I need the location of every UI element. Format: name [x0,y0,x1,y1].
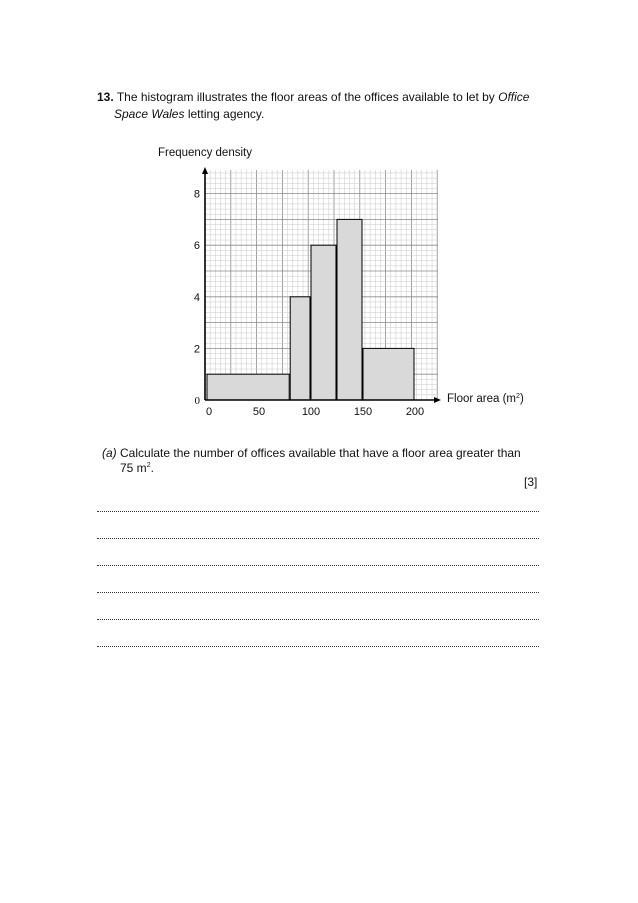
part-a-superscript: 2 [146,462,151,469]
x-axis-title [447,393,524,405]
part-a-text-line2: 75 m [120,461,147,475]
y-axis-arrow [202,167,208,174]
histogram-bar-1 [207,374,289,400]
answer-line[interactable] [97,538,539,539]
part-a-marks: [3] [524,475,538,489]
histogram-bar-3 [311,245,336,400]
answer-line[interactable] [97,646,539,647]
x-tick-label-50: 50 [252,406,266,418]
y-axis-title: Frequency density [158,147,252,159]
x-axis-title-text: Floor area (m [447,393,517,405]
company-name-part1: Office [498,90,530,104]
company-name-part2: Space Wales [114,107,185,121]
x-axis-title-superscript: 2 [516,393,520,400]
histogram-bar-2 [290,297,310,400]
x-tick-label-100: 100 [301,406,321,418]
y-tick-label-4: 4 [193,291,200,304]
histogram-chart [0,0,638,430]
part-a-label: (a) [102,446,117,460]
question-number: 13. [97,90,114,104]
answer-line[interactable] [97,592,539,593]
answer-line[interactable] [97,619,539,620]
histogram-bar-4 [337,219,362,400]
x-axis-title-suffix: ) [519,393,524,405]
y-tick-label-6: 6 [193,240,200,253]
part-a-text-line1: Calculate the number of offices available that have a floor area greater than [120,446,521,460]
histogram-bar-5 [363,348,414,400]
question-text: The histogram illustrates the floor areas of the offices available to let by [116,90,495,104]
y-tick-label-2: 2 [193,343,200,356]
y-tick-label-0: 0 [194,395,200,407]
question-text-end: letting agency. [187,107,265,121]
x-tick-label-150: 150 [353,406,373,418]
answer-line[interactable] [97,511,539,512]
part-a [102,446,542,476]
answer-line[interactable] [97,565,539,566]
x-tick-label-0: 0 [205,406,213,418]
part-a-text-line2-end: . [150,461,154,475]
x-tick-label-200: 200 [405,406,425,418]
y-tick-label-8: 8 [193,188,200,201]
